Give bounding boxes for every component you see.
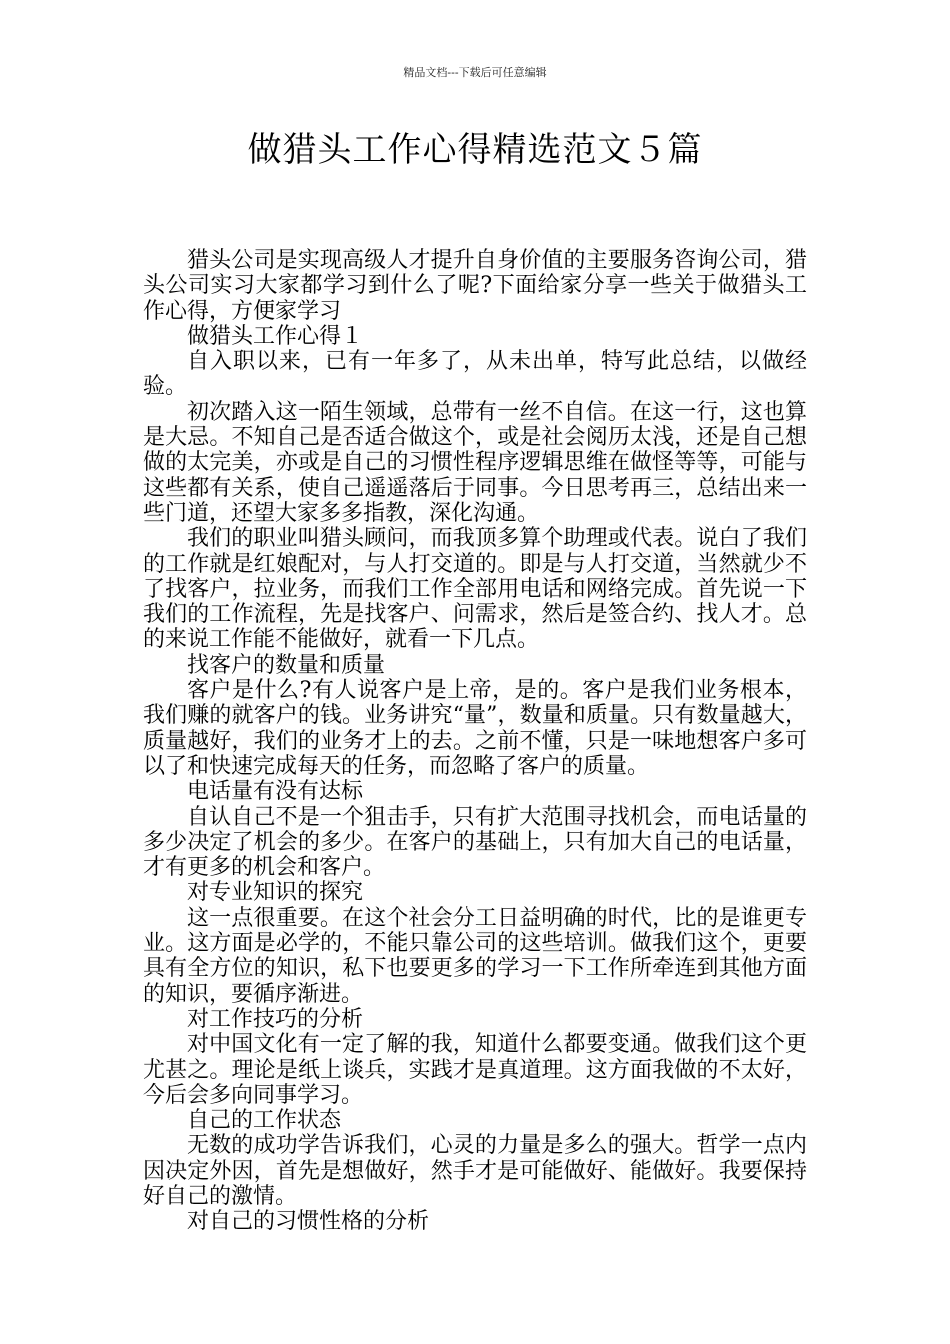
paragraph: 这一点很重要。在这个社会分工日益明确的时代，比的是谁更专业。这方面是必学的，不能只靠公司的这些培训。做我们这个，更要具有全方位的知识，私下也要更多的学习一下工作所牵连到其他方面的知识，要循序渐进。 [143,905,807,1007]
paragraph: 自认自己不是一个狙击手，只有扩大范围寻找机会，而电话量的多少决定了机会的多少。在客户的基础上，只有加大自己的电话量，才有更多的机会和客户。 [143,804,807,881]
subheading: 电话量有没有达标 [187,779,364,805]
paragraph: 对中国文化有一定了解的我，知道什么都要变通。做我们这个更尤甚之。理论是纸上谈兵，实践才是真道理。这方面我做的不太好，今后会多向同事学习。 [143,1032,807,1108]
subheading: 对工作技巧的分析 [187,1006,364,1032]
paragraph: 客户是什么?有人说客户是上帝，是的。客户是我们业务根本，我们赚的就客户的钱。业务讲究“量”，数量和质量。只有数量越大，质量越好，我们的业务才上的去。之前不懂，只是一味地想客户多可以了和快速完成每天的任务，而忽略了客户的质量。 [143,678,807,779]
paragraph: 自入职以来，已有一年多了，从未出单，特写此总结，以做经验。 [143,349,807,400]
paragraph-intro: 猎头公司是实现高级人才提升自身价值的主要服务咨询公司，猎头公司实习大家都学习到什么了呢?下面给家分享一些关于做猎头工作心得，方便家学习 [143,248,807,324]
document-body [143,248,807,1235]
paragraph: 初次踏入这一陌生领域，总带有一丝不自信。在这一行，这也算是大忌。不知自己是否适合做这个，或是社会阅历太浅，还是自己想做的太完美，亦或是自己的习惯性程序逻辑思维在做怪等等，可能与这些都有关系，使自己遥遥落后于同事。今日思考再三，总结出来一些门道，还望大家多多指教，深化沟通。 [143,399,807,526]
subheading: 对自己的习惯性格的分析 [187,1209,430,1235]
document-title: 做猎头工作心得精选范文５篇 [247,130,703,170]
subheading: 找客户的数量和质量 [187,652,386,678]
section-heading: 做猎头工作心得１ [187,323,364,349]
subheading: 自己的工作状态 [187,1108,342,1134]
header-note: 精品文档---下载后可任意编辑 [403,66,547,79]
paragraph: 我们的职业叫猎头顾问，而我顶多算个助理或代表。说白了我们的工作就是红娘配对，与人打交道的。即是与人打交道，当然就少不了找客户，拉业务，而我们工作全部用电话和网络完成。首先说一下我们的工作流程，先是找客户、问需求，然后是签合约、找人才。总的来说工作能不能做好，就看一下几点。 [143,526,807,653]
subheading: 对专业知识的探究 [187,880,364,906]
paragraph: 无数的成功学告诉我们，心灵的力量是多么的强大。哲学一点内因决定外因，首先是想做好，然手才是可能做好、能做好。我要保持好自己的激情。 [143,1133,807,1209]
